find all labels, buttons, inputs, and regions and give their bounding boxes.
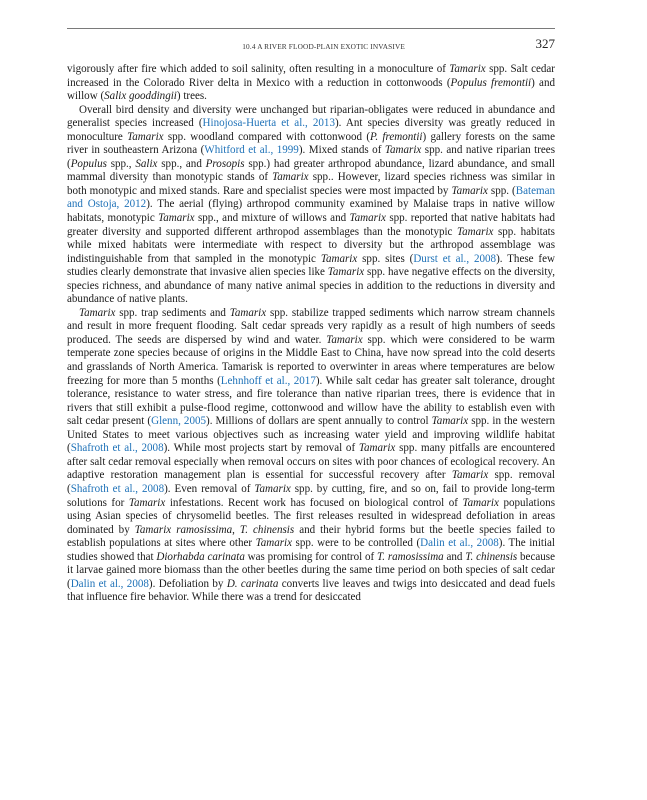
text-run: spp., [106,157,136,170]
italic-term: Tamarix [451,469,489,482]
text-run: spp. which were considered to be warm temperate zone species because of origins in the Middle East to China, have now spread into the cold deserts and grasslands of North America. Tamarisk is reported to overwinter in areas where temperatures are below freezing for more than 5 months ( [67,333,555,387]
text-run: spp. many pitfalls are encountered after salt cedar removal especially when removal occurs on sites with poor chances of ecological recovery. An adaptive restoration management plan is essential for successful recovery after [67,442,555,482]
italic-term: Diorhabda carinata [156,550,245,563]
italic-term: Tamarix [254,482,291,495]
text-run: ). Mixed stands of [298,144,385,157]
italic-term: Tamarix [229,306,267,319]
italic-term: T. ramosissima [376,550,444,563]
citation-link[interactable]: Bateman and Ostoja, 2012 [67,184,555,211]
italic-term: P. fremontii [370,130,423,143]
text-run: spp., and mixture of willows and [194,212,350,225]
italic-term: Populus fremontii [450,76,532,89]
text-run: spp. trap sediments and [115,306,230,319]
citation-link[interactable]: Lehnhoff et al., 2017 [220,374,316,387]
italic-term: Tamarix [255,537,293,550]
text-run: spp., and [157,157,206,170]
text-run: spp. habitats while mixed habitats were intermediate with respect to diversity but the arthropod assemblage was indistinguishable from that sampled in the monotypic [67,225,555,265]
text-run: spp. in the western United States to meet various objectives such as increasing water yield and improving wildlife habitat ( [67,415,555,455]
text-run: ). The aerial (flying) arthropod community examined by Malaise traps in native willow habitats, monotypic [67,198,556,225]
text-run: spp. reported that native habitats had greater diversity and supported different arthropod assemblages than the monotypic [67,212,555,238]
italic-term: Tamarix [326,333,363,346]
text-run: spp.) had greater arthropod abundance, lizard abundance, and small mammal diversity than monotypic stands of [67,157,555,184]
text-run: ). The initial studies showed that [67,537,555,563]
citation-link[interactable]: Hinojosa-Huerta et al., 2013 [202,117,335,130]
citation-link[interactable]: Glenn, 2005 [151,415,207,428]
text-run: Overall bird density and diversity were unchanged but riparian-obligates were reduced in abundance and generalist species increased ( [67,103,555,130]
text-run: spp. ( [487,184,516,197]
text-run: populations using Asian species of chrysomelid beetles. The first releases resulted in widespread defoliation in areas dominated by [67,496,556,536]
italic-term: Tamarix [158,212,195,225]
text-run: and their hybrid forms but the beetle species failed to establish populations at sites where other [67,523,555,550]
citation-link[interactable]: Dalin et al., 2008 [420,537,499,550]
italic-term: Tamarix [127,130,164,143]
citation-link[interactable]: Shafroth et al., 2008 [70,482,165,495]
italic-term: Tamarix [327,266,365,279]
text-run: ) and willow ( [67,76,555,103]
body-text [67,63,555,605]
italic-term: Populus [70,157,107,170]
page-number: 327 [535,36,555,51]
text-run: ). Defoliation by [148,577,227,590]
italic-term: Tamarix [349,212,386,225]
text-run: ). While salt cedar has greater salt tolerance, drought tolerance, resistance to water stress, and fire tolerance than native riparian trees, there is evidence that in rivers that still exhibit a pulse-flood regime, cottonwood and willow have the ability to establish even with salt cedar present ( [67,374,555,428]
text-run: because it larvae gained more biomass than the other beetles during the same time period on both species of salt cedar ( [67,550,555,590]
italic-term: Salix gooddingii [104,90,177,103]
italic-term: Tamarix [457,225,494,238]
text-run: ) trees. [176,90,207,103]
text-run: spp. woodland compared with cottonwood ( [163,130,371,143]
text-run: spp. sites ( [357,252,414,265]
paragraph [67,104,555,307]
citation-link[interactable]: Whitford et al., 1999 [204,144,299,157]
text-run: ). Ant species diversity was greatly reduced in monoculture [67,117,555,143]
text-run: spp.. However, lizard species richness was similar in both monotypic and mixed stands. Rare and specialist species were most impacted by [67,171,555,197]
italic-term: Tamarix [451,184,488,197]
italic-term: Tamarix [449,63,486,75]
text-run: spp. removal ( [67,469,555,495]
citation-link[interactable]: Shafroth et al., 2008 [70,442,164,455]
italic-term: Tamarix [462,496,499,509]
text-run: spp. have negative effects on the diversity, species richness, and abundance of many native animal species in addition to the reductions in diversity and abundance of native plants. [67,266,555,306]
citation-link[interactable]: Durst et al., 2008 [413,252,497,265]
paragraph [67,307,555,605]
italic-term: Tamarix [272,171,309,184]
text-run: infestations. Recent work has focused on biological control of [165,496,463,509]
text-run: spp. Salt cedar increased in the Colorado River delta in Mexico with a reduction in cottonwoods ( [67,63,555,89]
italic-term: Tamarix ramosissima [134,523,233,536]
italic-term: Tamarix [320,252,358,265]
text-run: ). Even removal of [164,482,255,495]
page-header [67,28,555,55]
italic-term: D. carinata [226,577,279,590]
text-run: spp. were to be controlled ( [292,537,421,550]
italic-term: Tamarix [431,415,469,428]
text-run: ) gallery forests on the same river in southeastern Arizona ( [67,130,555,157]
italic-term: Tamarix [384,144,422,157]
text-run: converts live leaves and twigs into desiccated and dead fuels that influence fire behavior. While there was a trend for desiccated [67,577,555,604]
italic-term: T. chinensis [239,523,295,536]
text-run: was promising for control of [244,550,377,563]
text-run: , [232,523,240,536]
paragraph [67,63,555,104]
citation-link[interactable]: Dalin et al., 2008 [70,577,149,590]
italic-term: Tamarix [358,442,396,455]
text-run: vigorously after fire which added to soil salinity, often resulting in a monoculture of [67,63,450,75]
italic-term: Salix [135,157,158,170]
text-run: spp. and native riparian trees ( [67,144,556,170]
text-run: spp. stabilize trapped sediments which narrow stream channels and result in more frequent flooding. Salt cedar spreads very rapidly as a result of high numbers of seeds produced. The seeds are dispersed by wind and water. [67,306,555,346]
italic-term: Tamarix [79,306,116,319]
italic-term: Prosopis [205,157,245,170]
italic-term: T. chinensis [465,550,518,563]
text-run: and [443,550,466,563]
running-title: 10.4 A RIVER FLOOD-PLAIN EXOTIC INVASIVE [242,42,405,51]
text-run: ). Millions of dollars are spent annually to control [206,415,432,428]
text-run: ). These few studies clearly demonstrate that invasive alien species like [67,252,555,279]
text-run: spp. by cutting, fire, and so on, fail to provide long-term solutions for [67,482,555,509]
text-run: ). While most projects start by removal of [163,442,359,455]
italic-term: Tamarix [128,496,166,509]
